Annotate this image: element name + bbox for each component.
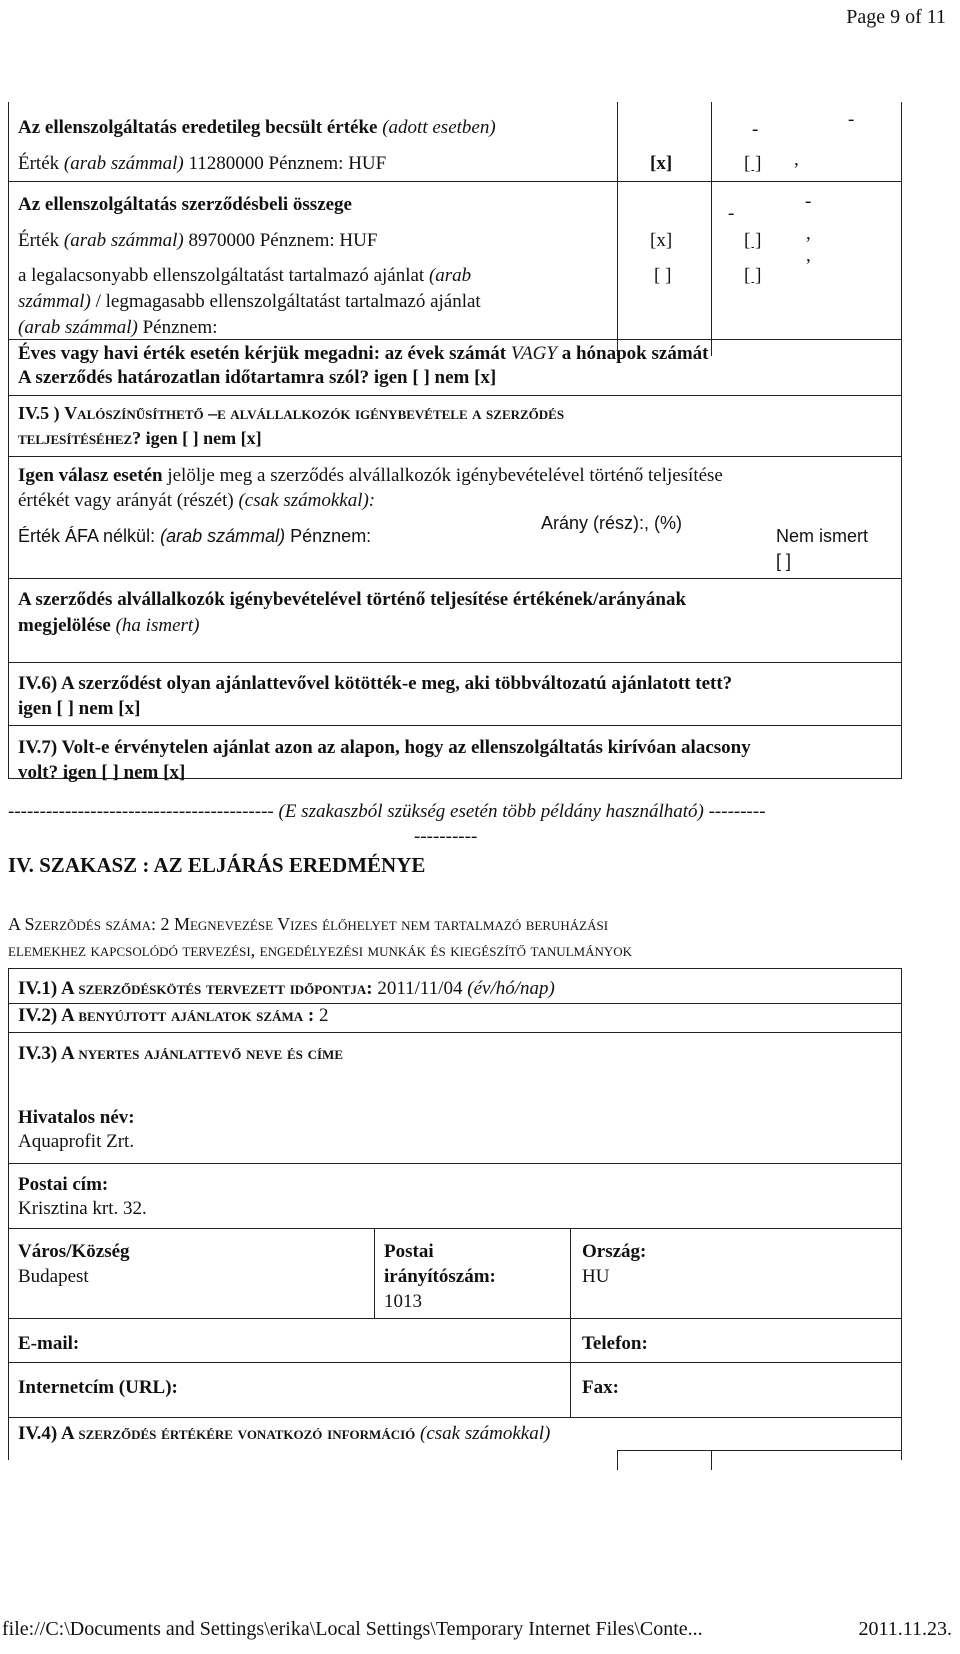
- checkbox[interactable]: [ ]: [744, 153, 762, 174]
- official-name-value: Aquaprofit Zrt.: [18, 1131, 135, 1152]
- url-label: Internetcím (URL):: [18, 1377, 178, 1398]
- comma: ,: [806, 223, 811, 244]
- city-label: Város/Község: [18, 1241, 130, 1262]
- iv5-title: IV.5 ) Valószínűsíthető –e alvállalkozók igénybevétele a szerződés: [18, 403, 565, 423]
- iv5-unknown-label: Nem ismert: [776, 526, 869, 546]
- iv4-box: [711, 1450, 712, 1470]
- iv5-yes-line2: értékét vagy arányát (részét) (csak számokkal):: [18, 490, 376, 511]
- row-divider: [8, 1032, 902, 1033]
- table-border-left: [8, 968, 9, 1460]
- indefinite-duration: A szerződés határozatlan időtartamra szól? igen [ ] nem [x]: [18, 367, 497, 388]
- checkbox[interactable]: [x]: [650, 153, 673, 174]
- iv4-heading: IV.4) A szerződés értékére vonatkozó információ (csak számokkal): [18, 1423, 551, 1444]
- postal-address-value: Krisztina krt. 32.: [18, 1198, 147, 1219]
- est-value-heading: Az ellenszolgáltatás eredetileg becsült értéke (adott esetben): [18, 117, 496, 138]
- est-value-line: Érték (arab számmal) 11280000 Pénznem: HUF: [18, 153, 387, 174]
- checkbox[interactable]: [ ]: [776, 551, 792, 571]
- iv5-ratio-label: Arány (rész):, (%): [541, 513, 683, 533]
- table-border-right: [901, 968, 902, 1460]
- row-divider: [8, 1417, 902, 1418]
- table-border-right: [901, 102, 902, 778]
- checkbox[interactable]: [ ]: [654, 265, 672, 286]
- row-divider: [8, 1362, 902, 1363]
- official-name-label: Hivatalos név:: [18, 1107, 135, 1128]
- row-divider: [8, 1318, 902, 1319]
- annual-value-note: Éves vagy havi érték esetén kérjük megadni: az évek számát VAGY a hónapok számát: [18, 343, 709, 364]
- country-value: HU: [582, 1266, 610, 1287]
- contract-value-heading: Az ellenszolgáltatás szerződésbeli összege: [18, 194, 352, 215]
- section-title: IV. SZAKASZ : AZ ELJÁRÁS EREDMÉNYE: [8, 853, 426, 877]
- iv5-yes-line1: Igen válasz esetén jelölje meg a szerződés alvállalkozók igénybevételével történő teljesítése: [18, 465, 723, 486]
- iv6-line2: igen [ ] nem [x]: [18, 698, 141, 719]
- col-divider: [570, 1228, 571, 1417]
- dash: -: [805, 191, 812, 212]
- row-divider: [8, 725, 902, 726]
- iv5-value-label: Érték ÁFA nélkül: (arab számmal) Pénznem:: [18, 526, 372, 546]
- city-value: Budapest: [18, 1266, 89, 1287]
- row-divider: [8, 578, 902, 579]
- dash: -: [728, 203, 735, 224]
- iv4-box: [617, 1450, 618, 1470]
- zip-label: Postai: [384, 1241, 434, 1262]
- lowest-offer-line2: számmal) / legmagasabb ellenszolgáltatást tartalmazó ajánlat: [18, 291, 481, 312]
- col-divider: [374, 1228, 375, 1318]
- row-divider: [8, 662, 902, 663]
- country-label: Ország:: [582, 1241, 647, 1262]
- iv7-line1: IV.7) Volt-e érvénytelen ajánlat azon az alapon, hogy az ellenszolgáltatás kirívóan alacsony: [18, 737, 751, 758]
- postal-address-label: Postai cím:: [18, 1174, 109, 1195]
- iv6-line1: IV.6) A szerződést olyan ajánlattevővel kötötték-e meg, aki többváltozatú ajánlatott tett?: [18, 673, 733, 694]
- col-divider-1: [617, 102, 618, 356]
- email-label: E-mail:: [18, 1333, 80, 1354]
- table-border-top: [8, 968, 902, 969]
- iv7-line2: volt? igen [ ] nem [x]: [18, 762, 186, 783]
- lowest-offer-line3: (arab számmal) Pénznem:: [18, 317, 218, 338]
- separator-line: ------------------------------------------ (E szakaszból szükség esetén több példány használható) ---------: [8, 801, 766, 822]
- iv5-mark-line1: A szerződés alvállalkozók igénybevételével történő teljesítése értékének/arányának: [18, 589, 687, 610]
- table-border-left: [8, 102, 9, 778]
- iv5-mark-line2: megjelölése (ha ismert): [18, 615, 200, 636]
- lowest-offer-line1: a legalacsonyabb ellenszolgáltatást tartalmazó ajánlat (arab: [18, 265, 472, 286]
- fax-label: Fax:: [582, 1377, 619, 1398]
- footer-date: 2011.11.23.: [858, 1618, 952, 1640]
- footer-path: file://C:\Documents and Settings\erika\Local Settings\Temporary Internet Files\Conte...: [2, 1618, 703, 1640]
- zip-value: 1013: [384, 1291, 422, 1312]
- zip-label-cont: irányítószám:: [384, 1266, 496, 1287]
- contract-value-line: Érték (arab számmal) 8970000 Pénznem: HUF: [18, 230, 378, 251]
- contract-title-line1: A Szerzõdés száma: 2 Megnevezése Vizes élőhelyet nem tartalmazó beruházási: [8, 914, 609, 934]
- checkbox[interactable]: [ ]: [744, 230, 762, 251]
- contract-title-line2: elemekhez kapcsolódó tervezési, engedélyezési munkák és kiegészítő tanulmányok: [8, 940, 633, 960]
- dash: -: [752, 119, 759, 140]
- row-divider: [8, 1228, 902, 1229]
- iv5-title-cont: teljesítéséhez? igen [ ] nem [x]: [18, 428, 262, 448]
- phone-label: Telefon:: [582, 1333, 648, 1354]
- col-divider-2: [711, 102, 712, 356]
- row-divider: [8, 456, 902, 457]
- page-number: Page 9 of 11: [846, 6, 946, 28]
- checkbox[interactable]: [x]: [650, 230, 673, 251]
- separator-line2: ----------: [414, 826, 478, 847]
- row-divider: [8, 395, 902, 396]
- iv1-line: IV.1) A szerződéskötés tervezett időpontja: 2011/11/04 (év/hó/nap): [18, 978, 555, 999]
- comma: ,: [806, 245, 811, 266]
- iv3-heading: IV.3) A nyertes ajánlattevő neve és címe: [18, 1043, 343, 1064]
- row-divider: [8, 181, 902, 182]
- dash: -: [848, 109, 855, 130]
- checkbox[interactable]: [ ]: [744, 265, 762, 286]
- iv2-line: IV.2) A benyújtott ajánlatok száma : 2: [18, 1005, 329, 1026]
- comma: ,: [794, 149, 799, 170]
- iv4-box: [617, 1450, 902, 1451]
- row-divider: [8, 1163, 902, 1164]
